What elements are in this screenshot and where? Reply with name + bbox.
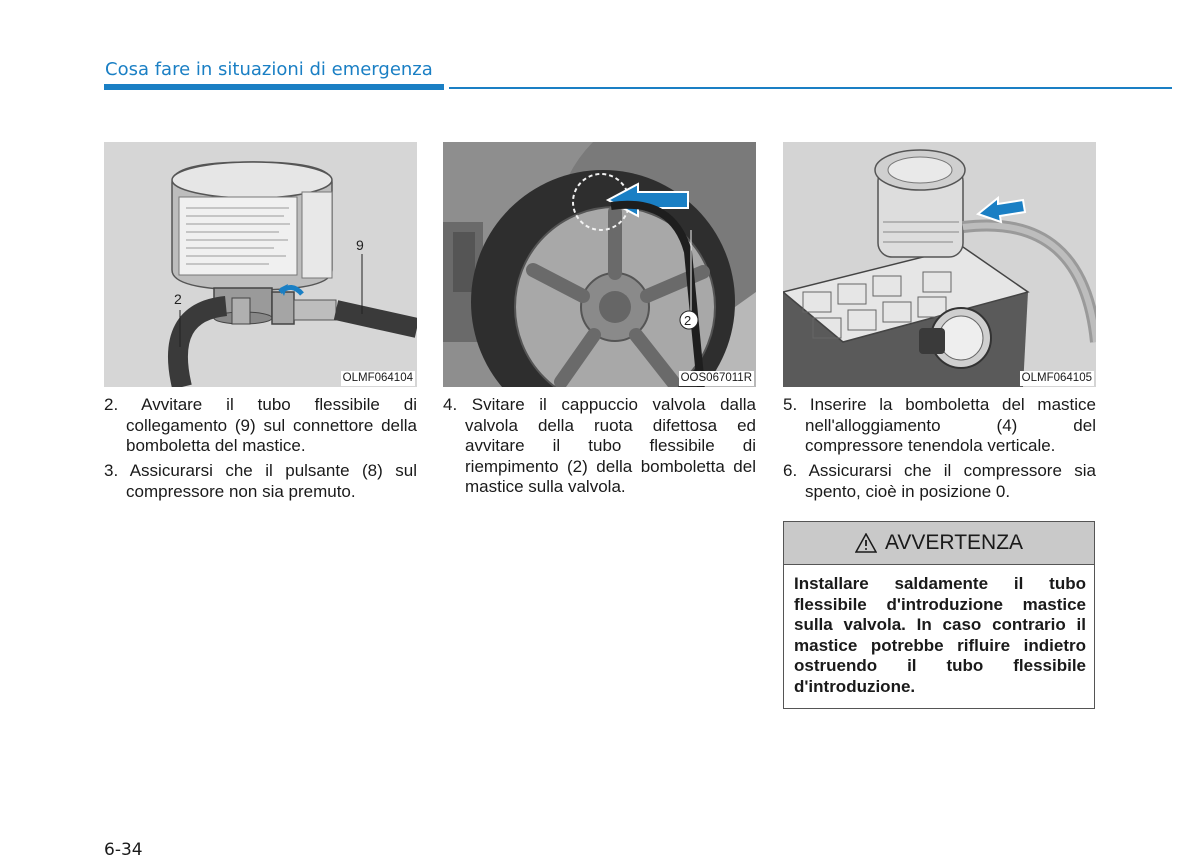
figure-compressor [783, 142, 1096, 387]
warning-text: Installare saldamente il tubo flessibile d'introduzione mastice sulla valvola. In caso contrario il mastice potrebbe rifluire indietro ostruendo il tubo flessibile d'introduzione. [794, 574, 1086, 696]
section-title: Cosa fare in situazioni di emergenza [105, 59, 433, 80]
warning-header [784, 522, 1094, 565]
step-4: 4. Svitare il cappuccio valvola dalla valvola della ruota difettosa ed avvitare il tubo flessibile di riempimento (2) della bomboletta del mastice sulla valvola. [443, 395, 756, 496]
wheel-valve-illustration [443, 142, 756, 387]
compressor-illustration [783, 142, 1096, 387]
warning-triangle-icon [855, 533, 877, 553]
step-6: 6. Assicurarsi che il compressore sia spento, cioè in posizione 0. [783, 461, 1096, 501]
figure-sealant-bottle [104, 142, 417, 387]
header-rule-thick [104, 84, 444, 90]
step-5: 5. Inserire la bomboletta del mastice nell'alloggiamento (4) del compressore tenendola verticale. [783, 395, 1096, 455]
page-number: 6-34 [104, 840, 143, 860]
callout-9: 9 [356, 237, 364, 253]
figure-wheel-valve [443, 142, 756, 387]
figure-code: OOS067011R [680, 372, 752, 384]
step-2: 2. Avvitare il tubo flessibile di collegamento (9) sul connettore della bomboletta del mastice. [104, 395, 417, 455]
warning-box [783, 521, 1095, 709]
step-3: 3. Assicurarsi che il pulsante (8) sul compressore non sia premuto. [104, 461, 417, 501]
callout-2: 2 [684, 313, 692, 328]
callout-2: 2 [174, 291, 182, 307]
warning-title: AVVERTENZA [884, 531, 1024, 554]
header-rule-thin [449, 87, 1172, 89]
figure-code: OLMF064104 [342, 372, 413, 384]
figure-code: OLMF064105 [1021, 372, 1092, 384]
sealant-bottle-illustration [104, 142, 417, 387]
